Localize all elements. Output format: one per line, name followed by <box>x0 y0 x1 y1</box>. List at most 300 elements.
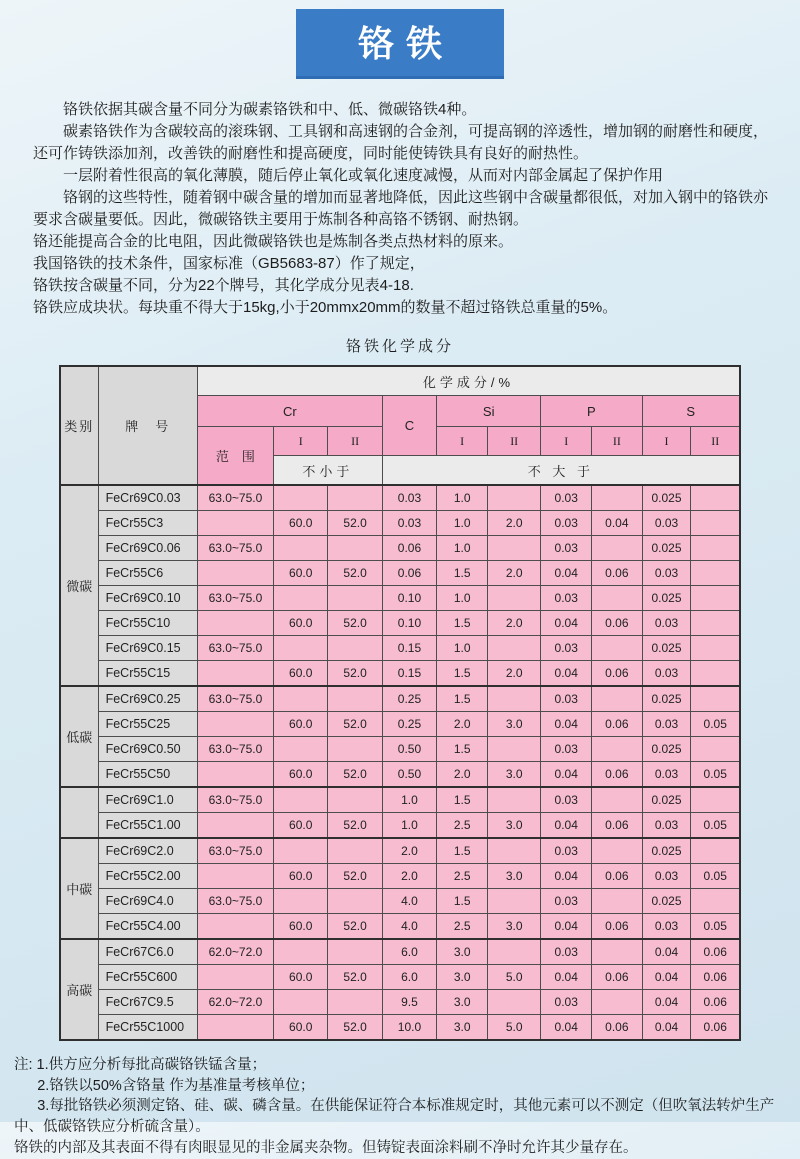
value-cell-s_i: 0.025 <box>642 686 691 712</box>
category-cell: 高碳 <box>60 939 98 1040</box>
value-cell-si_i: 1.5 <box>437 889 488 914</box>
value-cell-si_ii: 2.0 <box>488 661 541 687</box>
value-cell-cr_ii: 52.0 <box>328 813 382 839</box>
value-cell-p_ii: 0.06 <box>592 864 642 889</box>
value-cell-c: 6.0 <box>382 965 436 990</box>
value-cell-cr_i: 60.0 <box>274 914 328 940</box>
value-cell-si_ii: 5.0 <box>488 965 541 990</box>
table-row <box>60 712 740 737</box>
value-cell-c: 0.03 <box>382 485 436 511</box>
value-cell-p_ii: 0.06 <box>592 661 642 687</box>
value-cell-c: 0.03 <box>382 511 436 536</box>
value-cell-cr_ii: 52.0 <box>328 1015 382 1041</box>
header-p: P <box>541 396 642 427</box>
value-cell-si_ii <box>488 686 541 712</box>
value-cell-s_i: 0.025 <box>642 586 691 611</box>
value-cell-s_ii <box>691 838 740 864</box>
value-cell-si_ii: 3.0 <box>488 864 541 889</box>
value-cell-cr_range <box>197 813 273 839</box>
table-row <box>60 864 740 889</box>
value-cell-s_i: 0.04 <box>642 965 691 990</box>
value-cell-cr_range: 63.0~75.0 <box>197 838 273 864</box>
value-cell-cr_i <box>274 485 328 511</box>
value-cell-cr_ii: 52.0 <box>328 762 382 788</box>
value-cell-si_i: 1.5 <box>437 787 488 813</box>
table-row <box>60 586 740 611</box>
header-s: S <box>642 396 740 427</box>
grade-cell: FeCr69C0.06 <box>98 536 197 561</box>
value-cell-cr_range: 63.0~75.0 <box>197 636 273 661</box>
value-cell-p_i: 0.03 <box>541 586 592 611</box>
value-cell-p_i: 0.03 <box>541 686 592 712</box>
grade-cell: FeCr55C1.00 <box>98 813 197 839</box>
value-cell-si_ii <box>488 536 541 561</box>
value-cell-p_i: 0.03 <box>541 939 592 965</box>
header-composition: 化学成分/% <box>197 366 740 396</box>
value-cell-s_i: 0.03 <box>642 864 691 889</box>
grade-cell: FeCr55C1000 <box>98 1015 197 1041</box>
grade-cell: FeCr69C4.0 <box>98 889 197 914</box>
value-cell-s_ii: 0.05 <box>691 914 740 940</box>
header-p-ii: II <box>592 427 642 456</box>
value-cell-cr_ii <box>328 636 382 661</box>
composition-table <box>59 365 741 1041</box>
value-cell-s_i: 0.03 <box>642 511 691 536</box>
header-cr: Cr <box>197 396 382 427</box>
header-not-less-than: 不小于 <box>274 456 383 486</box>
value-cell-cr_i: 60.0 <box>274 661 328 687</box>
header-si-i: I <box>437 427 488 456</box>
table-row <box>60 686 740 712</box>
intro-paragraph: 铬铁应成块状。每块重不得大于15kg,小于20mmx20mm的数量不超过铬铁总重量的5%。 <box>33 299 618 316</box>
value-cell-p_ii: 0.06 <box>592 611 642 636</box>
value-cell-s_ii <box>691 485 740 511</box>
grade-cell: FeCr55C6 <box>98 561 197 586</box>
value-cell-p_i: 0.03 <box>541 838 592 864</box>
value-cell-s_i: 0.025 <box>642 636 691 661</box>
grade-cell: FeCr69C0.03 <box>98 485 197 511</box>
value-cell-si_ii <box>488 939 541 965</box>
value-cell-cr_i <box>274 686 328 712</box>
grade-cell: FeCr69C0.50 <box>98 737 197 762</box>
value-cell-cr_range: 62.0~72.0 <box>197 939 273 965</box>
note-line: 注: 1.供方应分析每批高碳铬铁锰含量； <box>14 1057 267 1073</box>
value-cell-c: 0.06 <box>382 536 436 561</box>
value-cell-si_ii <box>488 889 541 914</box>
value-cell-cr_i: 60.0 <box>274 813 328 839</box>
value-cell-s_i: 0.03 <box>642 762 691 788</box>
value-cell-si_i: 1.0 <box>437 636 488 661</box>
value-cell-c: 4.0 <box>382 914 436 940</box>
intro-paragraph: 一层附着性很高的氧化薄膜，随后停止氧化或氧化速度减慢，从而对内部金属起了保护作用 <box>63 167 664 184</box>
value-cell-si_ii: 3.0 <box>488 762 541 788</box>
value-cell-s_i: 0.03 <box>642 661 691 687</box>
value-cell-s_ii <box>691 737 740 762</box>
table-row <box>60 889 740 914</box>
table-row <box>60 611 740 636</box>
value-cell-cr_ii: 52.0 <box>328 611 382 636</box>
value-cell-s_ii <box>691 889 740 914</box>
value-cell-cr_ii <box>328 686 382 712</box>
value-cell-cr_ii <box>328 586 382 611</box>
value-cell-cr_i: 60.0 <box>274 1015 328 1041</box>
value-cell-s_i: 0.04 <box>642 939 691 965</box>
value-cell-p_i: 0.03 <box>541 536 592 561</box>
value-cell-p_i: 0.04 <box>541 611 592 636</box>
value-cell-si_ii: 3.0 <box>488 914 541 940</box>
table-body <box>60 485 740 1040</box>
value-cell-si_ii: 2.0 <box>488 511 541 536</box>
value-cell-si_ii: 5.0 <box>488 1015 541 1041</box>
grade-cell: FeCr55C25 <box>98 712 197 737</box>
grade-cell: FeCr69C0.15 <box>98 636 197 661</box>
value-cell-p_i: 0.04 <box>541 914 592 940</box>
value-cell-cr_range: 62.0~72.0 <box>197 990 273 1015</box>
value-cell-cr_ii <box>328 536 382 561</box>
value-cell-cr_i: 60.0 <box>274 864 328 889</box>
header-cr-range: 范 围 <box>197 427 273 486</box>
value-cell-cr_range <box>197 965 273 990</box>
value-cell-cr_ii <box>328 787 382 813</box>
value-cell-s_ii: 0.05 <box>691 762 740 788</box>
value-cell-p_ii <box>592 889 642 914</box>
intro-paragraph: 铬钢的这些特性，随着钢中碳含量的增加而显著地降低，因此这些钢中含碳量都很低，对加入钢中的铬铁亦要求含碳量要低。因此，微碳铬铁主要用于炼制各种高铬不锈钢、耐热钢。 <box>33 189 769 228</box>
value-cell-s_ii <box>691 561 740 586</box>
table-row <box>60 536 740 561</box>
value-cell-si_i: 2.5 <box>437 864 488 889</box>
grade-cell: FeCr67C9.5 <box>98 990 197 1015</box>
value-cell-cr_i <box>274 889 328 914</box>
table-title: 铬铁化学成分 <box>345 338 454 355</box>
value-cell-cr_i <box>274 838 328 864</box>
intro-paragraph: 铬还能提高合金的比电阻，因此微碳铬铁也是炼制各类点热材料的原来。 <box>33 233 514 250</box>
grade-cell: FeCr69C2.0 <box>98 838 197 864</box>
table-row <box>60 636 740 661</box>
table-row <box>60 813 740 839</box>
value-cell-cr_range: 63.0~75.0 <box>197 737 273 762</box>
value-cell-cr_i <box>274 737 328 762</box>
grade-cell: FeCr55C600 <box>98 965 197 990</box>
value-cell-s_i: 0.025 <box>642 787 691 813</box>
value-cell-si_i: 3.0 <box>437 1015 488 1041</box>
value-cell-p_ii: 0.04 <box>592 511 642 536</box>
value-cell-cr_ii <box>328 485 382 511</box>
value-cell-cr_i: 60.0 <box>274 965 328 990</box>
value-cell-cr_i <box>274 939 328 965</box>
value-cell-c: 0.10 <box>382 611 436 636</box>
value-cell-p_i: 0.03 <box>541 990 592 1015</box>
value-cell-cr_range <box>197 561 273 586</box>
value-cell-si_ii <box>488 636 541 661</box>
value-cell-si_ii <box>488 586 541 611</box>
value-cell-c: 0.25 <box>382 686 436 712</box>
category-cell: 低碳 <box>60 686 98 787</box>
value-cell-s_i: 0.025 <box>642 838 691 864</box>
table-row <box>60 990 740 1015</box>
value-cell-s_ii <box>691 686 740 712</box>
table-row <box>60 762 740 788</box>
value-cell-cr_range: 63.0~75.0 <box>197 586 273 611</box>
value-cell-si_i: 1.0 <box>437 485 488 511</box>
value-cell-s_i: 0.025 <box>642 536 691 561</box>
header-si-ii: II <box>488 427 541 456</box>
value-cell-p_i: 0.04 <box>541 1015 592 1041</box>
value-cell-c: 1.0 <box>382 787 436 813</box>
grade-cell: FeCr69C1.0 <box>98 787 197 813</box>
value-cell-c: 0.25 <box>382 712 436 737</box>
value-cell-cr_i <box>274 636 328 661</box>
value-cell-si_i: 1.5 <box>437 838 488 864</box>
value-cell-p_i: 0.04 <box>541 712 592 737</box>
value-cell-si_i: 1.5 <box>437 561 488 586</box>
value-cell-c: 1.0 <box>382 813 436 839</box>
value-cell-cr_range <box>197 1015 273 1041</box>
intro-text <box>33 99 772 319</box>
value-cell-si_i: 2.5 <box>437 914 488 940</box>
header-c: C <box>382 396 436 456</box>
value-cell-cr_range <box>197 611 273 636</box>
table-row <box>60 965 740 990</box>
value-cell-cr_ii <box>328 737 382 762</box>
value-cell-cr_i <box>274 787 328 813</box>
value-cell-c: 9.5 <box>382 990 436 1015</box>
value-cell-si_i: 1.5 <box>437 686 488 712</box>
value-cell-s_ii: 0.06 <box>691 939 740 965</box>
value-cell-s_ii <box>691 661 740 687</box>
value-cell-p_i: 0.03 <box>541 787 592 813</box>
value-cell-p_ii <box>592 737 642 762</box>
intro-paragraph: 铬铁依据其碳含量不同分为碳素铬铁和中、低、微碳铬铁4种。 <box>63 101 477 118</box>
value-cell-c: 0.15 <box>382 661 436 687</box>
value-cell-p_ii <box>592 990 642 1015</box>
value-cell-s_i: 0.03 <box>642 561 691 586</box>
header-cr-ii: II <box>328 427 382 456</box>
value-cell-cr_range: 63.0~75.0 <box>197 686 273 712</box>
value-cell-cr_range <box>197 914 273 940</box>
value-cell-p_i: 0.04 <box>541 762 592 788</box>
table-row <box>60 787 740 813</box>
value-cell-cr_ii: 52.0 <box>328 561 382 586</box>
intro-paragraph: 我国铬铁的技术条件，国家标准（GB5683-87）作了规定， <box>33 255 425 272</box>
table-row <box>60 838 740 864</box>
value-cell-s_i: 0.025 <box>642 737 691 762</box>
header-si: Si <box>437 396 541 427</box>
value-cell-s_ii: 0.06 <box>691 965 740 990</box>
value-cell-p_ii <box>592 939 642 965</box>
value-cell-p_i: 0.04 <box>541 813 592 839</box>
value-cell-p_i: 0.04 <box>541 864 592 889</box>
value-cell-si_ii <box>488 737 541 762</box>
note-line: 2.铬铁以50%含铬量 作为基准量考核单位； <box>37 1077 315 1094</box>
header-s-ii: II <box>691 427 740 456</box>
value-cell-cr_range <box>197 712 273 737</box>
value-cell-cr_i: 60.0 <box>274 511 328 536</box>
value-cell-cr_i: 60.0 <box>274 561 328 586</box>
value-cell-s_ii <box>691 586 740 611</box>
value-cell-c: 0.10 <box>382 586 436 611</box>
note-line: 3.每批铬铁必须测定铬、硅、碳、磷含量。在供能保证符合本标准规定时，其他元素可以不测定（但吹氧法转炉生产中、低碳铬铁应分析硫含量）。 <box>14 1098 775 1135</box>
value-cell-si_i: 1.0 <box>437 586 488 611</box>
value-cell-si_i: 1.0 <box>437 536 488 561</box>
header-s-i: I <box>642 427 691 456</box>
value-cell-cr_ii: 52.0 <box>328 511 382 536</box>
intro-paragraph: 碳素铬铁作为含碳较高的滚珠钢、工具钢和高速钢的合金剂，可提高钢的淬透性，增加钢的耐磨性和硬度，还可作铸铁添加剂，改善铁的耐磨性和提高硬度，同时能使铸铁具有良好的耐热性。 <box>33 123 769 162</box>
table-row <box>60 511 740 536</box>
value-cell-c: 0.15 <box>382 636 436 661</box>
value-cell-s_i: 0.03 <box>642 914 691 940</box>
header-category: 类别 <box>60 366 98 485</box>
value-cell-si_i: 1.0 <box>437 511 488 536</box>
value-cell-c: 2.0 <box>382 838 436 864</box>
value-cell-c: 6.0 <box>382 939 436 965</box>
value-cell-c: 0.50 <box>382 737 436 762</box>
value-cell-cr_ii: 52.0 <box>328 712 382 737</box>
value-cell-p_ii: 0.06 <box>592 813 642 839</box>
value-cell-si_ii: 3.0 <box>488 813 541 839</box>
value-cell-cr_i <box>274 586 328 611</box>
value-cell-p_i: 0.03 <box>541 737 592 762</box>
value-cell-p_ii <box>592 485 642 511</box>
value-cell-s_ii: 0.06 <box>691 1015 740 1041</box>
table-row <box>60 737 740 762</box>
grade-cell: FeCr55C4.00 <box>98 914 197 940</box>
value-cell-cr_ii: 52.0 <box>328 864 382 889</box>
table-row <box>60 485 740 511</box>
value-cell-p_i: 0.03 <box>541 485 592 511</box>
category-cell: 中碳 <box>60 838 98 939</box>
header-not-greater-than: 不 大 于 <box>382 456 740 486</box>
value-cell-si_i: 2.0 <box>437 712 488 737</box>
value-cell-s_ii <box>691 636 740 661</box>
grade-cell: FeCr55C50 <box>98 762 197 788</box>
value-cell-s_ii: 0.05 <box>691 864 740 889</box>
value-cell-p_ii <box>592 586 642 611</box>
value-cell-si_i: 1.5 <box>437 737 488 762</box>
value-cell-cr_range: 63.0~75.0 <box>197 889 273 914</box>
value-cell-cr_range <box>197 511 273 536</box>
value-cell-s_ii: 0.05 <box>691 813 740 839</box>
category-cell <box>60 787 98 838</box>
grade-cell: FeCr55C10 <box>98 611 197 636</box>
value-cell-p_i: 0.04 <box>541 661 592 687</box>
value-cell-p_ii: 0.06 <box>592 762 642 788</box>
value-cell-s_ii <box>691 511 740 536</box>
value-cell-s_i: 0.03 <box>642 611 691 636</box>
value-cell-cr_range <box>197 762 273 788</box>
value-cell-p_i: 0.04 <box>541 965 592 990</box>
value-cell-p_ii: 0.06 <box>592 965 642 990</box>
value-cell-cr_i <box>274 990 328 1015</box>
value-cell-cr_range <box>197 864 273 889</box>
value-cell-c: 2.0 <box>382 864 436 889</box>
notes-section <box>14 1055 780 1159</box>
value-cell-cr_i <box>274 536 328 561</box>
page-title: 铬铁 <box>357 23 454 64</box>
value-cell-cr_ii <box>328 990 382 1015</box>
value-cell-s_ii <box>691 611 740 636</box>
value-cell-s_ii <box>691 536 740 561</box>
value-cell-p_i: 0.03 <box>541 636 592 661</box>
value-cell-s_ii: 0.05 <box>691 712 740 737</box>
value-cell-s_i: 0.04 <box>642 990 691 1015</box>
note-footer: 铬铁的内部及其表面不得有肉眼显见的非金属夹杂物。但铸锭表面涂料刷不净时允许其少量存在。 <box>14 1140 638 1156</box>
value-cell-s_i: 0.03 <box>642 813 691 839</box>
value-cell-cr_i: 60.0 <box>274 611 328 636</box>
value-cell-si_ii: 3.0 <box>488 712 541 737</box>
table-row <box>60 1015 740 1041</box>
table-row <box>60 661 740 687</box>
value-cell-c: 0.50 <box>382 762 436 788</box>
value-cell-p_i: 0.03 <box>541 511 592 536</box>
value-cell-cr_ii <box>328 889 382 914</box>
value-cell-p_ii <box>592 686 642 712</box>
grade-cell: FeCr69C0.10 <box>98 586 197 611</box>
grade-cell: FeCr55C2.00 <box>98 864 197 889</box>
value-cell-si_i: 3.0 <box>437 939 488 965</box>
header-grade: 牌 号 <box>98 366 197 485</box>
value-cell-cr_range: 63.0~75.0 <box>197 536 273 561</box>
grade-cell: FeCr55C15 <box>98 661 197 687</box>
grade-cell: FeCr55C3 <box>98 511 197 536</box>
value-cell-cr_range <box>197 661 273 687</box>
value-cell-p_ii: 0.06 <box>592 1015 642 1041</box>
value-cell-cr_range: 63.0~75.0 <box>197 787 273 813</box>
page-title-banner <box>296 9 504 79</box>
value-cell-s_ii: 0.06 <box>691 990 740 1015</box>
value-cell-si_i: 3.0 <box>437 965 488 990</box>
value-cell-si_ii: 2.0 <box>488 611 541 636</box>
value-cell-c: 10.0 <box>382 1015 436 1041</box>
value-cell-p_ii: 0.06 <box>592 561 642 586</box>
value-cell-si_ii <box>488 485 541 511</box>
value-cell-si_i: 1.5 <box>437 661 488 687</box>
value-cell-p_ii <box>592 536 642 561</box>
value-cell-p_ii: 0.06 <box>592 914 642 940</box>
value-cell-s_i: 0.04 <box>642 1015 691 1041</box>
grade-cell: FeCr67C6.0 <box>98 939 197 965</box>
table-row <box>60 939 740 965</box>
intro-paragraph: 铬铁按含碳量不同，分为22个牌号，其化学成分见表4-18. <box>33 277 414 294</box>
value-cell-p_ii <box>592 636 642 661</box>
value-cell-p_ii: 0.06 <box>592 712 642 737</box>
value-cell-cr_range: 63.0~75.0 <box>197 485 273 511</box>
value-cell-cr_i: 60.0 <box>274 712 328 737</box>
value-cell-si_ii <box>488 787 541 813</box>
value-cell-cr_ii: 52.0 <box>328 661 382 687</box>
value-cell-c: 0.06 <box>382 561 436 586</box>
value-cell-s_ii <box>691 787 740 813</box>
grade-cell: FeCr69C0.25 <box>98 686 197 712</box>
value-cell-si_ii <box>488 838 541 864</box>
table-row <box>60 914 740 940</box>
value-cell-c: 4.0 <box>382 889 436 914</box>
value-cell-p_ii <box>592 787 642 813</box>
value-cell-cr_ii: 52.0 <box>328 914 382 940</box>
value-cell-s_i: 0.025 <box>642 889 691 914</box>
value-cell-si_i: 2.0 <box>437 762 488 788</box>
value-cell-p_i: 0.04 <box>541 561 592 586</box>
value-cell-si_i: 1.5 <box>437 611 488 636</box>
value-cell-si_ii: 2.0 <box>488 561 541 586</box>
value-cell-p_ii <box>592 838 642 864</box>
value-cell-cr_ii: 52.0 <box>328 965 382 990</box>
value-cell-si_i: 2.5 <box>437 813 488 839</box>
header-p-i: I <box>541 427 592 456</box>
header-cr-i: I <box>274 427 328 456</box>
value-cell-p_i: 0.03 <box>541 889 592 914</box>
table-row <box>60 561 740 586</box>
value-cell-s_i: 0.03 <box>642 712 691 737</box>
